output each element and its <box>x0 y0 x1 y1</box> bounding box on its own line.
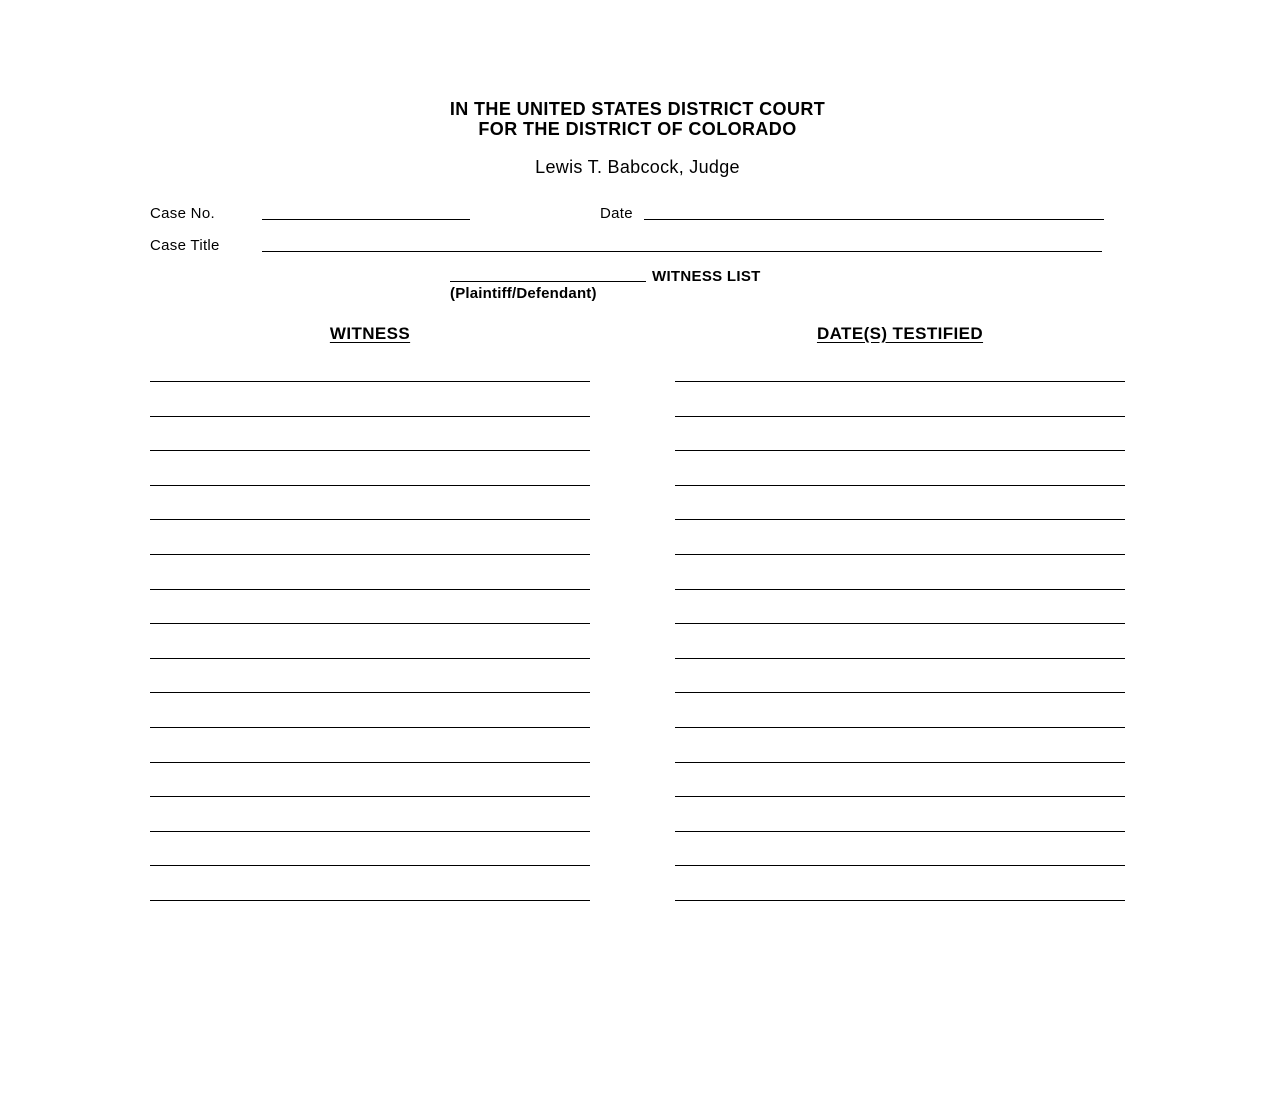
date-testified-line-2[interactable] <box>675 416 1125 417</box>
dates-testified-column-header: DATE(S) TESTIFIED <box>816 324 984 343</box>
date-testified-line-10[interactable] <box>675 692 1125 693</box>
date-testified-line-9[interactable] <box>675 658 1125 659</box>
date-testified-line-16[interactable] <box>675 900 1125 901</box>
case-title-label: Case Title <box>150 237 220 254</box>
witness-line-8[interactable] <box>150 623 590 624</box>
date-testified-line-15[interactable] <box>675 865 1125 866</box>
witness-line-4[interactable] <box>150 485 590 486</box>
witness-list-title: WITNESS LIST <box>652 268 761 285</box>
date-testified-line-1[interactable] <box>675 381 1125 382</box>
witness-line-9[interactable] <box>150 658 590 659</box>
date-testified-line-6[interactable] <box>675 554 1125 555</box>
witness-line-6[interactable] <box>150 554 590 555</box>
case-no-label: Case No. <box>150 205 215 222</box>
witness-line-10[interactable] <box>150 692 590 693</box>
date-field[interactable] <box>644 219 1104 220</box>
date-testified-line-3[interactable] <box>675 450 1125 451</box>
witness-line-13[interactable] <box>150 796 590 797</box>
date-testified-line-13[interactable] <box>675 796 1125 797</box>
court-name-line-1: IN THE UNITED STATES DISTRICT COURT <box>449 99 826 119</box>
date-testified-line-12[interactable] <box>675 762 1125 763</box>
date-testified-line-5[interactable] <box>675 519 1125 520</box>
witness-column-header: WITNESS <box>329 324 411 343</box>
case-title-field[interactable] <box>262 251 1102 252</box>
witness-line-7[interactable] <box>150 589 590 590</box>
witness-line-2[interactable] <box>150 416 590 417</box>
witness-line-15[interactable] <box>150 865 590 866</box>
witness-line-12[interactable] <box>150 762 590 763</box>
court-name-line-2: FOR THE DISTRICT OF COLORADO <box>478 119 797 139</box>
witness-line-1[interactable] <box>150 381 590 382</box>
date-testified-line-4[interactable] <box>675 485 1125 486</box>
date-testified-line-8[interactable] <box>675 623 1125 624</box>
witness-line-14[interactable] <box>150 831 590 832</box>
date-label: Date <box>600 205 633 222</box>
judge-name: Lewis T. Babcock, Judge <box>535 157 740 177</box>
date-testified-line-7[interactable] <box>675 589 1125 590</box>
date-testified-line-11[interactable] <box>675 727 1125 728</box>
witness-line-3[interactable] <box>150 450 590 451</box>
witness-line-5[interactable] <box>150 519 590 520</box>
date-testified-line-14[interactable] <box>675 831 1125 832</box>
party-caption: (Plaintiff/Defendant) <box>450 285 597 302</box>
witness-line-11[interactable] <box>150 727 590 728</box>
case-no-field[interactable] <box>262 219 470 220</box>
party-field[interactable] <box>450 281 646 282</box>
witness-line-16[interactable] <box>150 900 590 901</box>
